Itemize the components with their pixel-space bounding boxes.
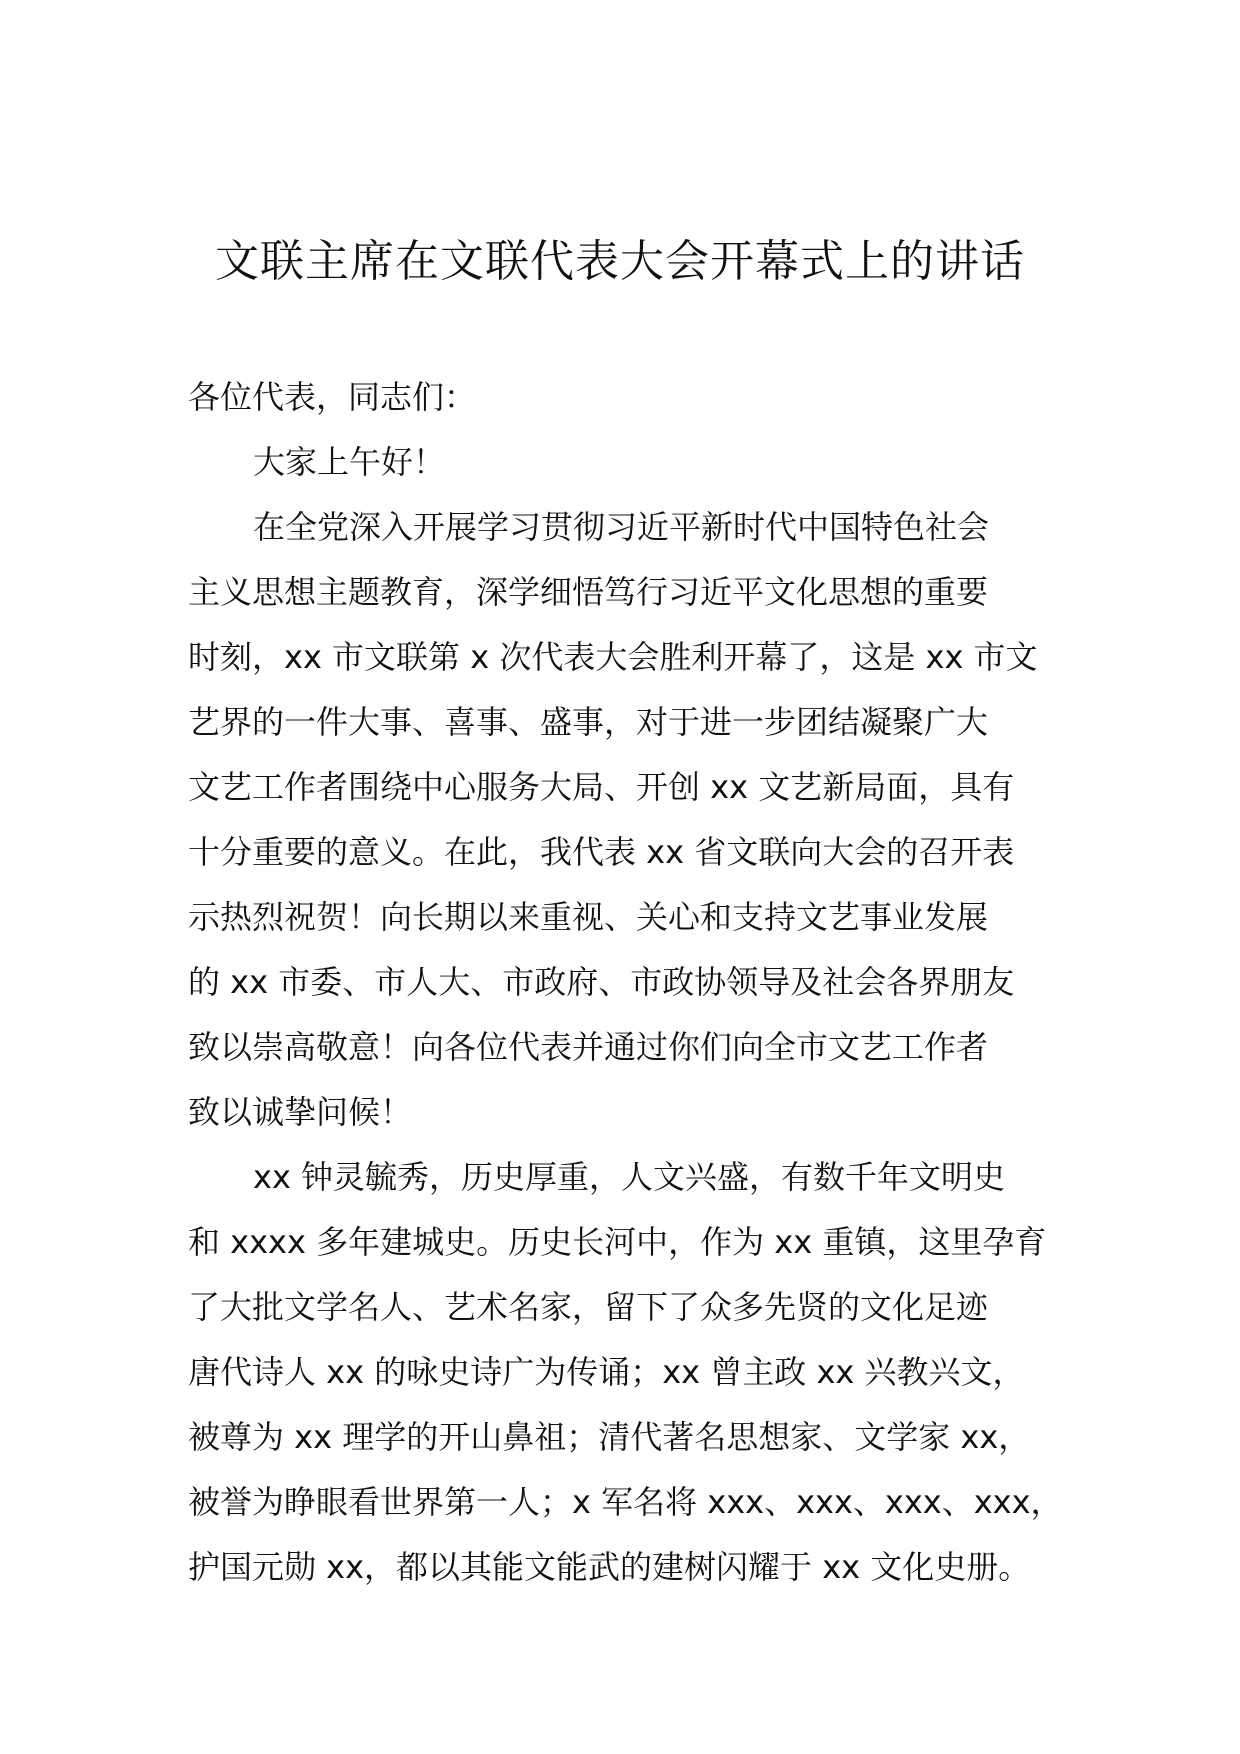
greeting-line: 大家上午好！ [253,443,446,481]
paragraph-1-line-3: 时刻，xx 市文联第 x 次代表大会胜利开幕了，这是 xx 市文 [188,638,1038,676]
paragraph-2-line-3: 了大批文学名人、艺术名家，留下了众多先贤的文化足迹 [188,1288,989,1326]
paragraph-1-line-10: 致以诚挚问候！ [188,1093,413,1131]
paragraph-2-line-1: xx 钟灵毓秀，历史厚重，人文兴盛，有数千年文明史 [253,1158,1006,1196]
paragraph-2-line-5: 被尊为 xx 理学的开山鼻祖；清代著名思想家、文学家 xx， [188,1418,1031,1456]
paragraph-1-line-1: 在全党深入开展学习贯彻习近平新时代中国特色社会 [253,508,990,546]
paragraph-1-line-8: 的 xx 市委、市人大、市政府、市政协领导及社会各界朋友 [188,963,1015,1001]
paragraph-1-line-9: 致以崇高敬意！向各位代表并通过你们向全市文艺工作者 [188,1028,989,1066]
paragraph-1-line-5: 文艺工作者围绕中心服务大局、开创 xx 文艺新局面，具有 [188,768,1015,806]
paragraph-1-line-7: 示热烈祝贺！向长期以来重视、关心和支持文艺事业发展 [188,898,989,936]
paragraph-1-line-2: 主义思想主题教育，深学细悟笃行习近平文化思想的重要 [188,573,989,611]
paragraph-1-line-6: 十分重要的意义。在此，我代表 xx 省文联向大会的召开表 [188,833,1015,871]
paragraph-2-line-4: 唐代诗人 xx 的咏史诗广为传诵；xx 曾主政 xx 兴教兴文， [188,1353,1025,1391]
salutation-line: 各位代表，同志们： [188,378,477,416]
document-body [188,365,1063,1600]
paragraph-2-line-2: 和 xxxx 多年建城史。历史长河中，作为 xx 重镇，这里孕育 [188,1223,1047,1261]
paragraph-2-line-7: 护国元勋 xx，都以其能文能武的建树闪耀于 xx 文化史册。 [188,1548,1031,1586]
paragraph-1-line-4: 艺界的一件大事、喜事、盛事，对于进一步团结凝聚广大 [188,703,989,741]
paragraph-2-line-6: 被誉为睁眼看世界第一人；x 军名将 xxx、xxx、xxx、xxx， [188,1483,1063,1521]
document-title: 文联主席在文联代表大会开幕式上的讲话 [215,236,1025,287]
